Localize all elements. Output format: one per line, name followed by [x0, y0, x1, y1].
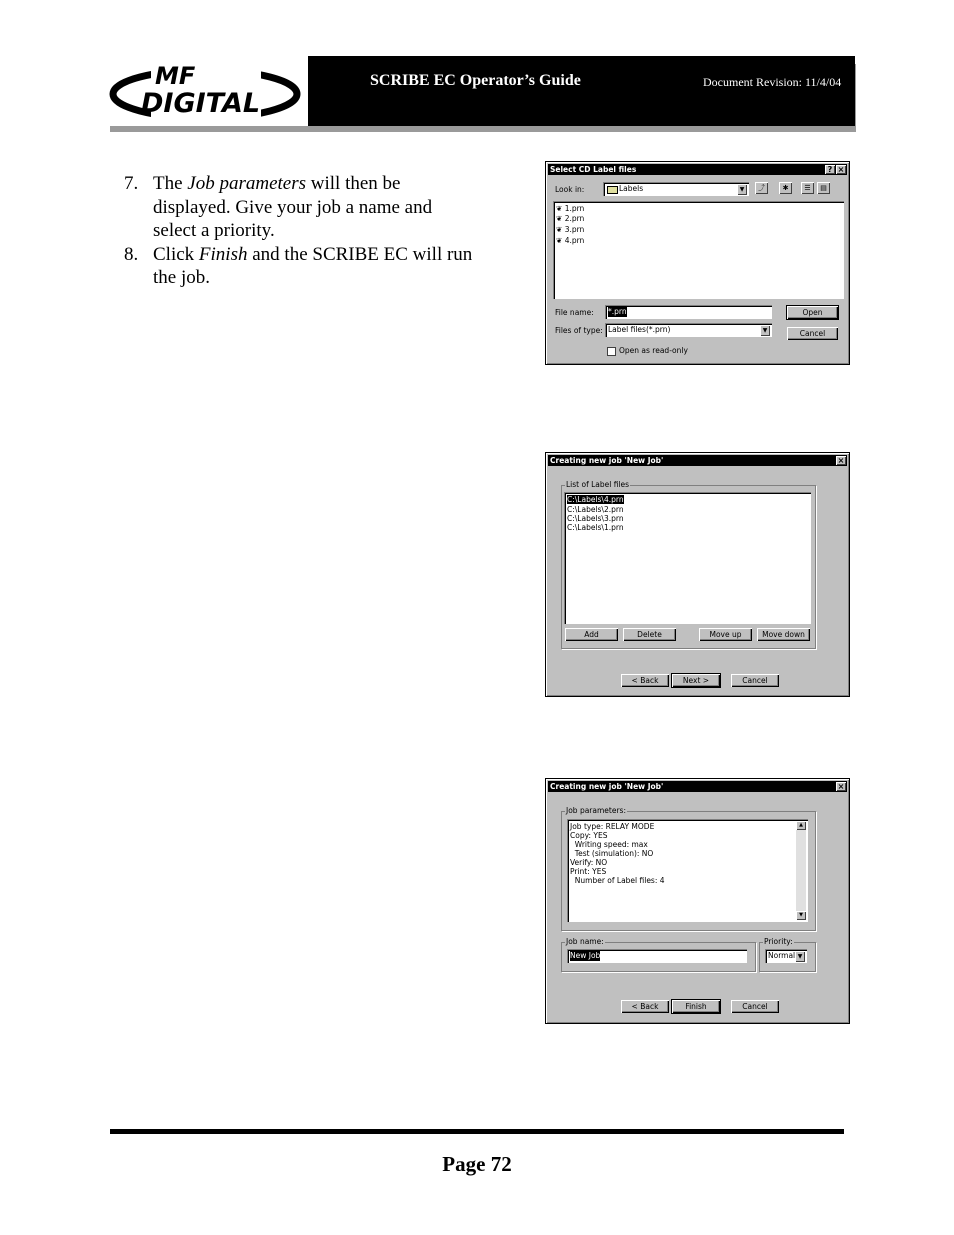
label-files-list[interactable] — [564, 492, 811, 624]
list-item[interactable]: C:\Labels\4.prn — [567, 495, 624, 504]
move-up-button[interactable]: Move up — [699, 628, 752, 641]
close-icon[interactable]: × — [837, 165, 845, 174]
param-line: Copy: YES — [570, 831, 608, 840]
help-icon[interactable]: ? — [825, 165, 835, 174]
scroll-up-icon[interactable]: ▲ — [796, 821, 806, 830]
list-item[interactable]: C:\Labels\3.prn — [567, 514, 624, 523]
document-revision: Document Revision: 11/4/04 — [703, 75, 842, 89]
file-item[interactable]: ❦ 2.prn — [556, 214, 585, 223]
page-number: Page 72 — [442, 1152, 512, 1176]
file-item[interactable]: ❦ 3.prn — [556, 225, 585, 234]
details-view-icon[interactable]: ▤ — [817, 182, 830, 194]
step-7: 7. The Job parameters will then be displayed. Give your job a name and select a priority. — [124, 173, 433, 241]
close-icon[interactable]: × — [837, 456, 845, 465]
files-of-type-label: Files of type: — [555, 326, 603, 335]
create-job-label-list-dialog — [545, 452, 850, 697]
file-item[interactable]: ❦ 1.prn — [556, 204, 585, 213]
svg-text:MF: MF — [155, 62, 196, 90]
param-line: Test (simulation): NO — [570, 849, 654, 858]
cancel-button[interactable]: Cancel — [787, 327, 838, 340]
logo — [103, 56, 308, 126]
file-icon: ❦ — [556, 225, 563, 234]
open-button[interactable]: Open — [787, 306, 838, 319]
chevron-down-icon[interactable]: ▼ — [795, 951, 805, 962]
list-view-icon[interactable]: ☰ — [801, 182, 814, 194]
create-job-parameters-dialog — [545, 778, 850, 1024]
close-icon[interactable]: × — [837, 782, 845, 791]
svg-text:DIGITAL: DIGITAL — [141, 88, 261, 119]
scroll-down-icon[interactable]: ▼ — [796, 911, 806, 920]
cancel-button[interactable]: Cancel — [731, 674, 779, 687]
back-button[interactable]: < Back — [621, 674, 669, 687]
cancel-button[interactable]: Cancel — [731, 1000, 779, 1013]
back-button[interactable]: < Back — [621, 1000, 669, 1013]
instruction-steps — [124, 172, 474, 290]
job-name-input[interactable]: New Job — [567, 949, 747, 963]
read-only-checkbox[interactable] — [607, 347, 616, 356]
delete-button[interactable]: Delete — [623, 628, 676, 641]
priority-select[interactable]: Normal ▼ — [765, 949, 807, 963]
priority-label: Priority: — [764, 937, 793, 946]
folder-icon — [607, 186, 618, 194]
param-line: Number of Label files: 4 — [570, 876, 665, 885]
move-down-button[interactable]: Move down — [757, 628, 810, 641]
job-parameters-text — [567, 819, 808, 922]
file-icon: ❦ — [556, 236, 563, 245]
file-icon: ❦ — [556, 214, 563, 223]
list-item[interactable]: C:\Labels\1.prn — [567, 523, 624, 532]
job-name-label: Job name: — [566, 937, 604, 946]
list-item[interactable]: C:\Labels\2.prn — [567, 505, 624, 514]
param-line: Job type: RELAY MODE — [570, 822, 655, 831]
param-line: Print: YES — [570, 867, 607, 876]
chevron-down-icon[interactable]: ▼ — [760, 325, 770, 336]
dialog3-titlebar: Creating new job 'New Job' × — [548, 781, 847, 792]
footer-rule — [110, 1129, 844, 1134]
param-line: Verify: NO — [570, 858, 608, 867]
file-icon: ❦ — [556, 204, 563, 213]
mf-digital-logo-icon — [103, 56, 308, 126]
file-name-label: File name: — [555, 308, 594, 317]
add-button[interactable]: Add — [565, 628, 618, 641]
job-parameters-group-label: Job parameters: — [566, 806, 626, 815]
dialog2-titlebar: Creating new job 'New Job' × — [548, 455, 847, 466]
file-list[interactable] — [553, 201, 844, 299]
up-folder-icon[interactable]: ⤴ — [755, 182, 768, 194]
look-in-combo[interactable]: Labels ▼ — [603, 182, 749, 196]
document-title: SCRIBE EC Operator’s Guide — [370, 72, 581, 89]
step-8: 8. Click Finish and the SCRIBE EC will run the job. — [124, 243, 473, 288]
new-folder-icon[interactable]: ✱ — [779, 182, 792, 194]
select-label-files-dialog — [545, 161, 850, 365]
file-name-input[interactable]: *.prn — [605, 305, 772, 319]
label-files-group-label: List of Label files — [566, 480, 630, 489]
scrollbar[interactable] — [796, 821, 806, 920]
next-button[interactable]: Next > — [672, 674, 720, 687]
read-only-label: Open as read-only — [619, 346, 688, 355]
param-line: Writing speed: max — [570, 840, 648, 849]
chevron-down-icon[interactable]: ▼ — [737, 184, 747, 195]
look-in-label: Look in: — [555, 185, 585, 194]
files-of-type-combo[interactable]: Label files(*.prn) ▼ — [605, 323, 772, 337]
file-item[interactable]: ❦ 4.prn — [556, 236, 585, 245]
finish-button[interactable]: Finish — [672, 1000, 720, 1013]
dialog1-titlebar: Select CD Label files ? × — [548, 164, 847, 175]
